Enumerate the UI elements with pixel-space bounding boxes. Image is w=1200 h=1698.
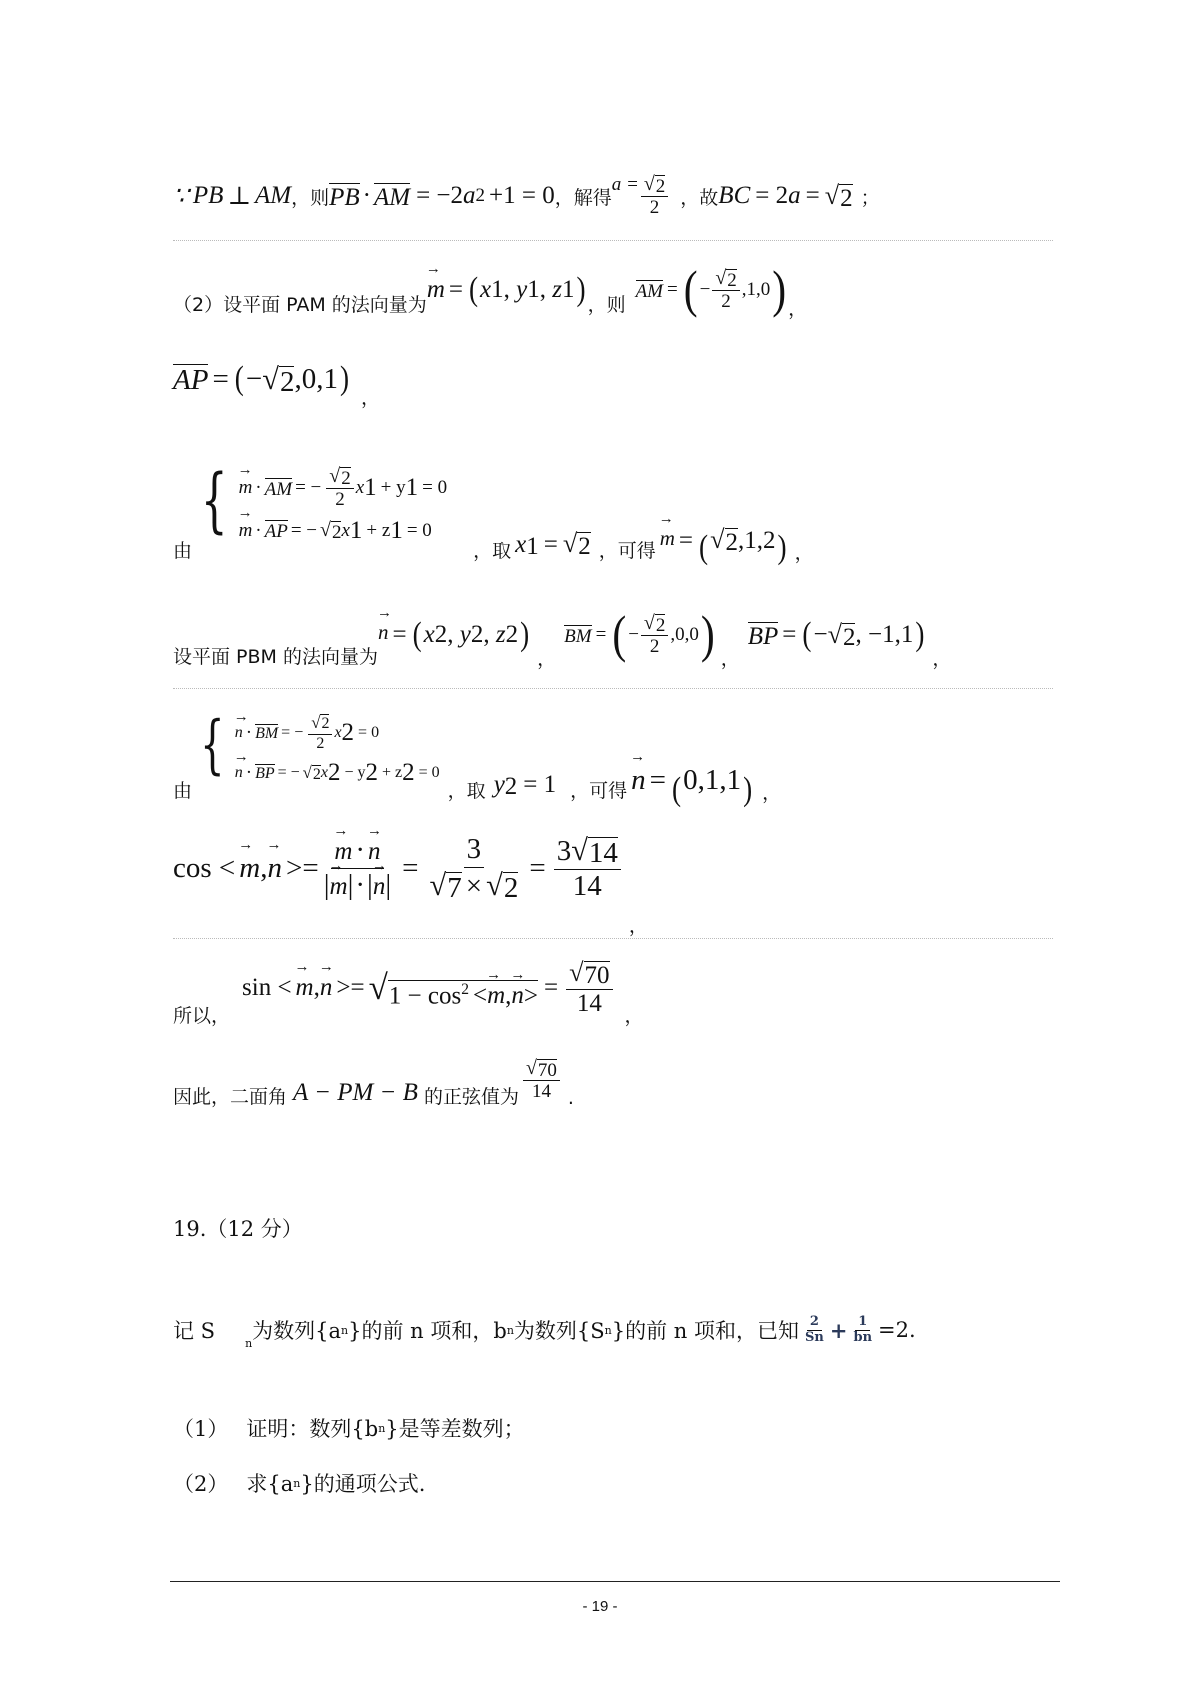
system-row-2: → n · BP = − √ 2 x 2 − y 2 + z 2 = 0 xyxy=(235,759,440,787)
math-dihedral: A − PM − B xyxy=(293,1079,418,1106)
math-bc: BC xyxy=(718,182,751,209)
text-ze: ，则 xyxy=(587,294,626,316)
math-x1: x xyxy=(515,531,527,558)
fraction-3root14-over-14: 3 √ 14 14 xyxy=(554,833,621,903)
text-you: 由 xyxy=(173,540,193,562)
fraction-3-over-root14: 3 √ 7 × √ 2 xyxy=(429,833,519,904)
math-bp-tail: , −1,1 xyxy=(855,621,914,648)
vector-m: → m xyxy=(660,526,675,551)
vector-am: AM xyxy=(635,280,664,302)
equation-system-pam: 由 { → m · AM = − √ 2 2 x 1 + y 1 = 0 → m · AP = − √ 2 x 1 + z 1 = 0 ，取 x 1 = √ 2 ，可得 → m = ( √ 2 ,1,2 ) ， xyxy=(173,445,814,565)
math-a: a xyxy=(463,182,476,209)
sin-label: sin < xyxy=(242,974,292,1001)
question-19-statement: 记 S $_n$ 为数列{a n }的前 n 项和，b n 为数列{S n }的前 n 项和，已知 $\frac{2}{Sn}$ + $\frac{1}{bn}$ =2. xyxy=(173,1313,916,1350)
system-row-2: → m · AP = − √ 2 x 1 + z 1 = 0 xyxy=(239,517,448,545)
dotted-separator xyxy=(173,688,1053,689)
math-tail: ,0,0 xyxy=(670,624,699,645)
footer-rule xyxy=(170,1581,1060,1582)
equation-system-pbm: 由 { → n · BM = − √ 2 2 x 2 = 0 → n · BP = − √ 2 x 2 − y 2 + z 2 = 0 ，取 y 2 = 1 ，可得 → n = ( 0,1,1 ) ， xyxy=(173,695,781,805)
sqrt-2: √ 2 xyxy=(262,361,295,398)
math-y1: y xyxy=(516,276,528,303)
question-19-part-1: （1） 证明：数列{b n }是等差数列； xyxy=(173,1410,525,1446)
system-row-1: → m · AM = − √ 2 2 x 1 + y 1 = 0 xyxy=(239,465,448,511)
fraction-1-over-bn: $\frac{1}{bn}$ xyxy=(853,1313,873,1345)
conclusion-line: 因此，二面角 A − PM − B 的正弦值为 √ 70 14 . xyxy=(173,1057,574,1109)
math-minus: − xyxy=(699,279,711,300)
sqrt-expression: √ $1 - \cos^2 <\to m,\to n>$ xyxy=(369,968,538,1008)
sine-formula: 所以， sin < → m , → n >= √ $1 - \cos^2 <\to m,\to n>$ = √ 70 14 ， xyxy=(173,948,644,1028)
perp-symbol: ⊥ xyxy=(227,183,251,210)
vector-bp: BP xyxy=(747,622,779,650)
text-sine-value: 的正弦值为 xyxy=(423,1086,519,1108)
math-n-value: 0,1,1 xyxy=(683,764,742,796)
vector-bm: BM xyxy=(564,625,592,647)
vector-pb: PB xyxy=(329,183,360,211)
text-you: 由 xyxy=(173,780,193,802)
fraction-mn: → $\frac{m \cdot\to n}{|\to m|\cdot|\to n|}$ xyxy=(321,834,394,902)
text-gu: ，故 xyxy=(680,186,719,209)
vector-am: AM xyxy=(373,183,411,211)
cosine-formula: cos < → m , → n >= → $\frac{m \cdot\to n}{|\to m|\cdot|\to n|}$ = 3 √ 7 × √ 2 = 3 √ 14 14 ， xyxy=(173,818,648,918)
question-19-part-2: （2） 求{a n }的通项公式. xyxy=(173,1465,425,1501)
math-y2: y xyxy=(459,621,471,648)
math-eq: = xyxy=(448,276,463,303)
part-number: （2） xyxy=(173,1472,229,1496)
text-plane-pbm: 设平面 PBM 的法向量为 xyxy=(173,646,378,668)
text-jie: ，解得 xyxy=(554,186,612,209)
fraction-2-over-sn: $\frac{2}{Sn}$ xyxy=(805,1313,824,1345)
math-am: AM xyxy=(254,182,292,209)
exp-2: 2 xyxy=(475,185,486,206)
math-pb: PB xyxy=(192,182,224,209)
math-z1: z xyxy=(552,276,562,303)
sqrt-2: √ 2 xyxy=(824,181,853,212)
math-tail: ,0,1 xyxy=(294,362,338,395)
question-number: 19.（12 分） xyxy=(173,1217,303,1241)
math-eq: = −2 xyxy=(416,182,464,209)
because-symbol: ∵ xyxy=(173,183,189,210)
part-number: （1） xyxy=(173,1417,229,1441)
system-brace: { → n · BM = − √ 2 2 x 2 = 0 → n · BP = − √ 2 x 2 − y 2 + z 2 = 0 xyxy=(192,713,440,787)
math-tail: ,1,2 xyxy=(738,527,776,554)
vector-n: → n xyxy=(631,764,646,797)
text-comma: ， xyxy=(361,387,381,409)
text-kede: ，可得 xyxy=(598,540,656,562)
text-conclusion: 因此，二面角 xyxy=(173,1086,288,1108)
text-qu: ，取 xyxy=(473,540,512,562)
dotted-separator xyxy=(173,240,1053,241)
math-y2: y xyxy=(493,771,505,798)
text-plane-pam: （2）设平面 PAM 的法向量为 xyxy=(173,294,427,316)
math-z2: z xyxy=(495,621,506,648)
math-eq3: = xyxy=(805,182,820,209)
solution-line-1 xyxy=(173,170,880,222)
vector-m: → m xyxy=(427,276,445,304)
math-a2: a xyxy=(788,182,801,209)
fraction-root70-over-14: √ 70 14 xyxy=(566,958,612,1019)
dotted-separator xyxy=(173,938,1053,939)
solution-line-2: （2）设平面 PAM 的法向量为 → m = ( x 1 , y 1 , z 1 ) ，则 AM = ( − √ 2 2 ,1,0 ) ， xyxy=(173,255,807,325)
math-eq2: = 2 xyxy=(755,182,789,209)
dot-op: · xyxy=(362,182,371,209)
fraction-root70-over-14: √ 70 14 xyxy=(523,1057,560,1103)
question-19-title xyxy=(173,1212,303,1244)
math-tail: ,1,0 xyxy=(741,279,771,300)
system-row-1: → n · BM = − √ 2 2 x 2 = 0 xyxy=(235,713,440,753)
fraction-root2-over-2: √ 2 2 xyxy=(641,173,668,219)
vector-ap: AP xyxy=(173,363,209,396)
cos-label: cos < xyxy=(173,851,236,884)
math-x1: x xyxy=(480,276,492,303)
system-brace: { → m · AM = − √ 2 2 x 1 + y 1 = 0 → m · AP = − √ 2 x 1 + z 1 = 0 xyxy=(192,465,447,545)
math-minus: − xyxy=(245,362,263,395)
sqrt-2: √ 2 xyxy=(562,529,591,560)
solution-line-3: AP = ( − √ 2 ,0,1 ) ， xyxy=(173,359,381,409)
fraction-root2-over-2: √ 2 2 xyxy=(641,612,668,658)
vector-n: → n xyxy=(378,620,389,645)
fraction-root2-over-2: √ 2 2 xyxy=(712,267,739,313)
math-eq: = xyxy=(212,362,229,395)
solution-line-5: 设平面 PBM 的法向量为 → n = ( x 2 , y 2 , z 2 ) ， BM = ( − √ 2 2 ,0,0 ) ， BP = ( − √ 2 , −1,1 ) ， xyxy=(173,595,951,675)
text-comma: ， xyxy=(788,298,808,320)
text-suoyi: 所以， xyxy=(173,1005,231,1027)
page-number: - 19 - xyxy=(582,1598,618,1615)
text-kede: ，可得 xyxy=(570,780,628,802)
text-ze: ，则 xyxy=(291,186,330,209)
text-semicolon: ； xyxy=(860,186,880,209)
math-rest: +1 = 0 xyxy=(489,182,555,209)
math-x2: x xyxy=(423,621,435,648)
text-qu: ，取 xyxy=(447,780,486,802)
math-a-eq: a = xyxy=(611,174,639,195)
math-eq2: = xyxy=(667,279,678,300)
